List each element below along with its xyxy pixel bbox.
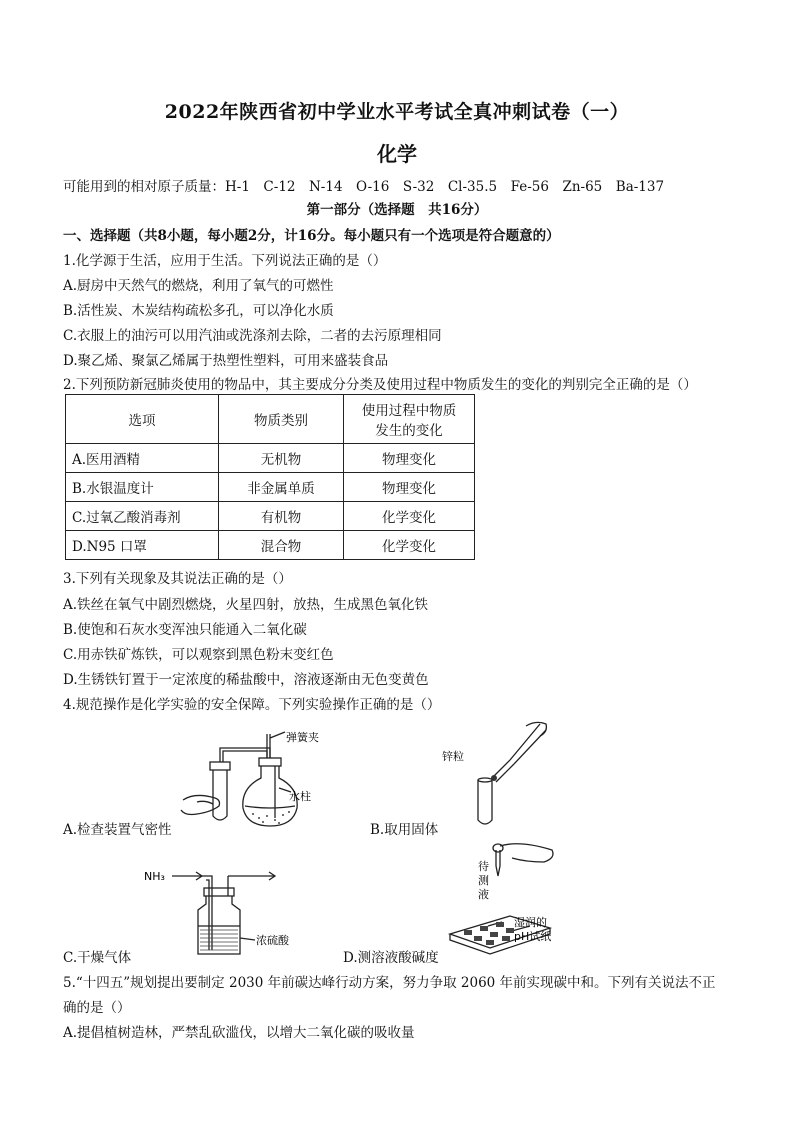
header-change-line2: 发生的变化 [375, 423, 443, 439]
label-moist-paper-2: pH试纸 [514, 930, 552, 943]
q5-stem-line2: 确的是（） [63, 1000, 131, 1016]
figure-airtightness-check [175, 728, 325, 830]
table-cell: 无机物 [219, 444, 344, 473]
q3-option-b: B.使饱和石灰水变浑浊只能通入二氧化碳 [63, 622, 307, 638]
table-row [66, 502, 475, 531]
q2-table [65, 394, 475, 560]
table-cell: 非金属单质 [219, 473, 344, 502]
table-row [66, 444, 475, 473]
q5-option-a: A.提倡植树造林，严禁乱砍滥伐，以增大二氧化碳的吸收量 [63, 1025, 415, 1041]
label-spring-clamp: 弹簧夹 [286, 731, 319, 744]
table-header-row [66, 395, 475, 444]
header-change-line1: 使用过程中物质 [361, 403, 457, 419]
table-cell: 化学变化 [344, 502, 475, 531]
table-cell: 化学变化 [344, 531, 475, 560]
q4-option-d: D.测溶液酸碱度 [343, 950, 439, 966]
q3-option-d: D.生锈铁钉置于一定浓度的稀盐酸中，溶液逐渐由无色变黄色 [63, 672, 429, 688]
q3-stem: 3.下列有关现象及其说法正确的是（） [63, 571, 292, 587]
table-cell: 有机物 [219, 502, 344, 531]
exam-title: 2022年陕西省初中学业水平考试全真冲刺试卷（一） [164, 101, 630, 123]
table-cell: D.N95 口罩 [66, 531, 219, 560]
label-liquid-3: 液 [478, 888, 489, 901]
figure-taking-solid [440, 720, 550, 830]
q5-stem-line1: 5.“十四五”规划提出要制定 2030 年前碳达峰行动方案，努力争取 2060 年前实现碳中和。下列有关说法不正 [63, 975, 716, 991]
q1-option-a: A.厨房中天然气的燃烧，利用了氧气的可燃性 [63, 278, 334, 294]
label-liquid-1: 待 [478, 860, 489, 873]
figure-drying-gas [140, 858, 310, 958]
q2-stem: 2.下列预防新冠肺炎使用的物品中，其主要成分分类及使用过程中物质发生的变化的判别完全正确的是（） [63, 377, 697, 393]
table-cell: B.水银温度计 [66, 473, 219, 502]
q4-option-b: B.取用固体 [370, 822, 439, 838]
q4-stem: 4.规范操作是化学实验的安全保障。下列实验操作正确的是（） [63, 697, 441, 713]
table-cell: 物理变化 [344, 444, 475, 473]
label-liquid-2: 测 [478, 874, 489, 887]
label-water-column: 水柱 [289, 790, 311, 803]
q4-option-c: C.干燥气体 [63, 950, 132, 966]
label-ammonia: NH₃ [144, 870, 165, 883]
header-option: 选项 [66, 395, 219, 444]
table-row [66, 473, 475, 502]
section1-heading: 一、选择题（共8小题，每小题2分，计16分。每小题只有一个选项是符合题意的） [63, 228, 560, 244]
label-conc-sulfuric-acid: 浓硫酸 [256, 934, 289, 947]
q1-option-c: C.衣服上的油污可以用汽油或洗涤剂去除，二者的去污原理相同 [63, 328, 442, 344]
zinc-granule-icon [491, 775, 497, 781]
figure-ph-test [440, 836, 560, 956]
q1-option-d: D.聚乙烯、聚氯乙烯属于热塑性塑料，可用来盛装食品 [63, 353, 389, 369]
atomic-masses: 可能用到的相对原子质量：H-1 C-12 N-14 O-16 S-32 Cl-35.5 Fe-56 Zn-65 Ba-137 [63, 179, 665, 195]
header-category: 物质类别 [219, 395, 344, 444]
q1-stem: 1.化学源于生活，应用于生活。下列说法正确的是（） [63, 253, 387, 269]
q1-option-b: B.活性炭、木炭结构疏松多孔，可以净化水质 [63, 303, 334, 319]
label-zinc: 锌粒 [442, 750, 464, 763]
label-moist-paper-1: 湿润的 [514, 916, 547, 929]
table-cell: C.过氧乙酸消毒剂 [66, 502, 219, 531]
table-cell: 物理变化 [344, 473, 475, 502]
table-cell: 混合物 [219, 531, 344, 560]
part1-title: 第一部分（选择题 共16分） [306, 202, 488, 218]
table-row [66, 531, 475, 560]
table-cell: A.医用酒精 [66, 444, 219, 473]
header-change [344, 395, 475, 444]
q3-option-c: C.用赤铁矿炼铁，可以观察到黑色粉末变红色 [63, 647, 334, 663]
q4-option-a: A.检查装置气密性 [63, 822, 172, 838]
subject-title: 化学 [377, 142, 417, 166]
q3-option-a: A.铁丝在氧气中剧烈燃烧，火星四射，放热，生成黑色氧化铁 [63, 597, 429, 613]
